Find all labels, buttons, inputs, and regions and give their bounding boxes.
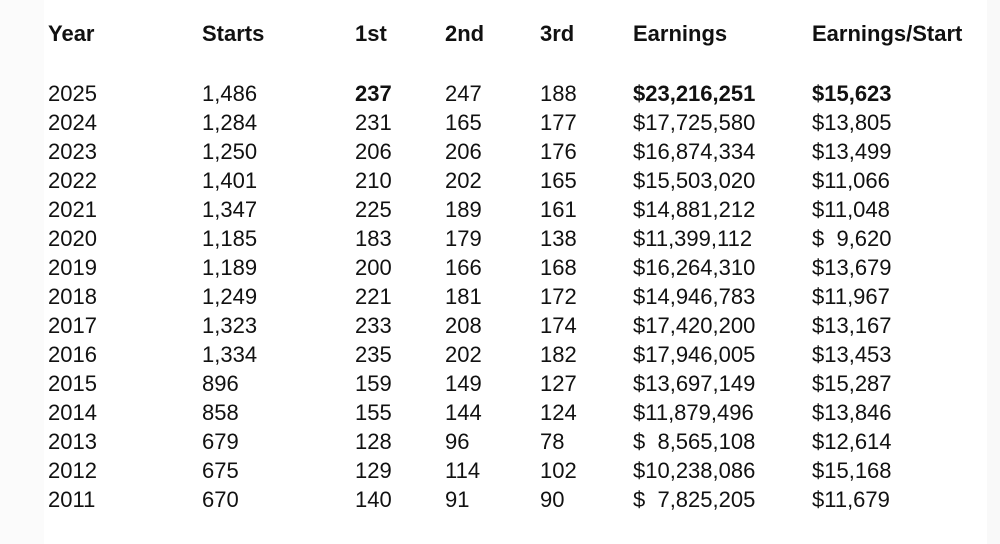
earnings-cell: $17,725,580 [633,110,756,135]
table-row [0,311,1000,340]
header-first: 1st [355,21,387,46]
first-cell: 221 [355,284,392,309]
starts-cell: 896 [202,371,239,396]
header-year: Year [48,21,95,46]
earnings-cell: $15,503,020 [633,168,756,193]
third-cell: 168 [540,255,577,280]
first-cell: 155 [355,400,392,425]
third-cell: 124 [540,400,577,425]
first-cell: 237 [355,81,392,106]
table-row [0,485,1000,514]
table-row [0,224,1000,253]
year-cell: 2014 [48,400,97,425]
table-header [0,19,1000,48]
second-cell: 202 [445,342,482,367]
earnings-per-start-cell: $13,453 [812,342,892,367]
table-row [0,79,1000,108]
header-second: 2nd [445,21,485,46]
third-cell: 102 [540,458,577,483]
earnings-per-start-cell: $13,167 [812,313,892,338]
header-third: 3rd [540,21,575,46]
earnings-cell: $10,238,086 [633,458,756,483]
header-earnings: Earnings [633,21,728,46]
year-cell: 2015 [48,371,97,396]
starts-cell: 675 [202,458,239,483]
table-row [0,195,1000,224]
earnings-per-start-cell: $13,499 [812,139,892,164]
earnings-cell: $16,874,334 [633,139,756,164]
first-cell: 235 [355,342,392,367]
second-cell: 208 [445,313,482,338]
earnings-per-start-cell: $15,287 [812,371,892,396]
starts-cell: 1,189 [202,255,258,280]
year-cell: 2013 [48,429,97,454]
table-row [0,282,1000,311]
earnings-per-start-cell: $13,805 [812,110,892,135]
first-cell: 129 [355,458,392,483]
header-starts: Starts [202,21,265,46]
third-cell: 138 [540,226,577,251]
earnings-per-start-cell: $11,066 [812,168,890,193]
starts-cell: 1,284 [202,110,258,135]
first-cell: 225 [355,197,392,222]
third-cell: 182 [540,342,577,367]
third-cell: 78 [540,429,565,454]
table-row [0,340,1000,369]
third-cell: 161 [540,197,577,222]
starts-cell: 1,401 [202,168,258,193]
second-cell: 96 [445,429,470,454]
second-cell: 189 [445,197,482,222]
year-cell: 2019 [48,255,97,280]
first-cell: 128 [355,429,392,454]
year-cell: 2011 [48,487,96,512]
earnings-per-start-cell: $11,967 [812,284,890,309]
second-cell: 202 [445,168,482,193]
header-earnings-per-start: Earnings/Start [812,21,963,46]
earnings-cell: $23,216,251 [633,81,756,106]
third-cell: 172 [540,284,577,309]
year-cell: 2023 [48,139,97,164]
third-cell: 177 [540,110,577,135]
table-row [0,108,1000,137]
table-row [0,137,1000,166]
earnings-cell: $11,879,496 [633,400,754,425]
earnings-per-start-cell: $15,168 [812,458,892,483]
earnings-per-start-cell: $13,846 [812,400,892,425]
earnings-cell: $17,420,200 [633,313,756,338]
starts-cell: 679 [202,429,239,454]
earnings-cell: $13,697,149 [633,371,756,396]
second-cell: 247 [445,81,482,106]
year-cell: 2012 [48,458,97,483]
earnings-per-start-cell: $12,614 [812,429,892,454]
table-row [0,369,1000,398]
second-cell: 181 [445,284,482,309]
year-cell: 2021 [48,197,97,222]
second-cell: 179 [445,226,482,251]
starts-cell: 1,185 [202,226,258,251]
first-cell: 210 [355,168,392,193]
table-row [0,456,1000,485]
starts-cell: 670 [202,487,239,512]
table-row [0,427,1000,456]
earnings-cell: $ 7,825,205 [633,487,756,512]
earnings-cell: $16,264,310 [633,255,756,280]
third-cell: 90 [540,487,565,512]
second-cell: 206 [445,139,482,164]
table-row [0,398,1000,427]
earnings-per-start-cell: $ 9,620 [812,226,892,251]
first-cell: 231 [355,110,392,135]
first-cell: 206 [355,139,392,164]
second-cell: 166 [445,255,482,280]
earnings-cell: $17,946,005 [633,342,756,367]
starts-cell: 1,334 [202,342,258,367]
third-cell: 174 [540,313,577,338]
starts-cell: 858 [202,400,239,425]
year-cell: 2017 [48,313,97,338]
third-cell: 165 [540,168,577,193]
earnings-cell: $14,881,212 [633,197,756,222]
first-cell: 183 [355,226,392,251]
second-cell: 114 [445,458,481,483]
starts-cell: 1,486 [202,81,258,106]
year-cell: 2016 [48,342,97,367]
first-cell: 140 [355,487,392,512]
starts-cell: 1,323 [202,313,258,338]
earnings-cell: $14,946,783 [633,284,756,309]
earnings-per-start-cell: $11,048 [812,197,890,222]
third-cell: 176 [540,139,577,164]
year-cell: 2022 [48,168,97,193]
earnings-cell: $11,399,112 [633,226,753,251]
earnings-cell: $ 8,565,108 [633,429,756,454]
second-cell: 149 [445,371,482,396]
earnings-per-start-cell: $13,679 [812,255,892,280]
year-cell: 2024 [48,110,97,135]
first-cell: 159 [355,371,392,396]
first-cell: 200 [355,255,392,280]
second-cell: 91 [445,487,470,512]
table-row [0,166,1000,195]
starts-cell: 1,250 [202,139,258,164]
table-row [0,253,1000,282]
third-cell: 127 [540,371,577,396]
year-cell: 2020 [48,226,97,251]
year-cell: 2025 [48,81,97,106]
starts-cell: 1,249 [202,284,258,309]
third-cell: 188 [540,81,577,106]
first-cell: 233 [355,313,392,338]
starts-cell: 1,347 [202,197,258,222]
year-cell: 2018 [48,284,97,309]
second-cell: 144 [445,400,482,425]
earnings-per-start-cell: $11,679 [812,487,890,512]
earnings-per-start-cell: $15,623 [812,81,892,106]
second-cell: 165 [445,110,482,135]
